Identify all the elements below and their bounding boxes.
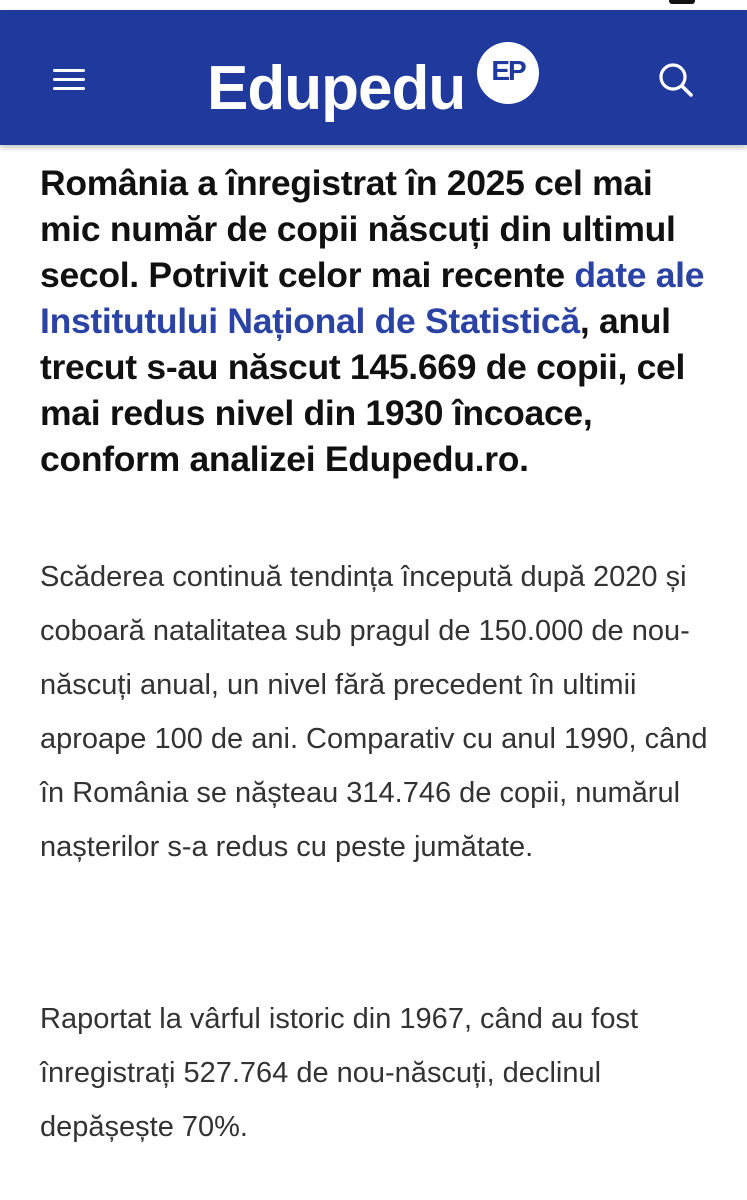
site-logo[interactable] bbox=[207, 54, 547, 124]
ins-data-link[interactable]: date ale Institutului Național de Statistică bbox=[40, 255, 705, 341]
logo-badge-label: EP bbox=[491, 55, 525, 86]
article-lead bbox=[40, 160, 720, 482]
menu-button[interactable] bbox=[50, 64, 90, 96]
site-header bbox=[0, 10, 747, 145]
article-paragraph-2: Raportat la vârful istoric din 1967, când au fost înregistrați 527.764 de nou-născuți, declinul depășește 70%. bbox=[40, 1003, 639, 1143]
lead-text-end: , anul trecut s-au născut 145.669 de copii, cel mai redus nivel din 1930 încoace, conform analizei Edupedu.ro. bbox=[40, 301, 686, 479]
hamburger-menu-icon-line bbox=[53, 87, 85, 90]
article-body bbox=[40, 160, 720, 1143]
hamburger-menu-icon bbox=[53, 69, 85, 72]
status-bar-indicator bbox=[669, 0, 695, 4]
lead-text-start: România a înregistrat în 2025 cel mai mic număr de copii născuți din ultimul secol. Potrivit celor mai recente bbox=[40, 163, 676, 295]
status-bar-strip bbox=[0, 0, 747, 10]
search-button[interactable] bbox=[654, 58, 698, 102]
logo-badge-icon bbox=[477, 42, 539, 104]
logo-wordmark: Edupedu bbox=[207, 54, 466, 123]
search-icon bbox=[654, 58, 698, 102]
article-paragraph-1: Scăderea continuă tendința începută după 2020 și coboară natalitatea sub pragul de 150.000 de nou-născuți anual, un nivel fără precedent în ultimii aproape 100 de ani. Comparativ cu anul 1990, când în România se nășteau 314.746 de copii, numărul nașterilor s-a redus cu peste jumătate. bbox=[40, 561, 708, 863]
hamburger-menu-icon-line bbox=[53, 78, 85, 81]
